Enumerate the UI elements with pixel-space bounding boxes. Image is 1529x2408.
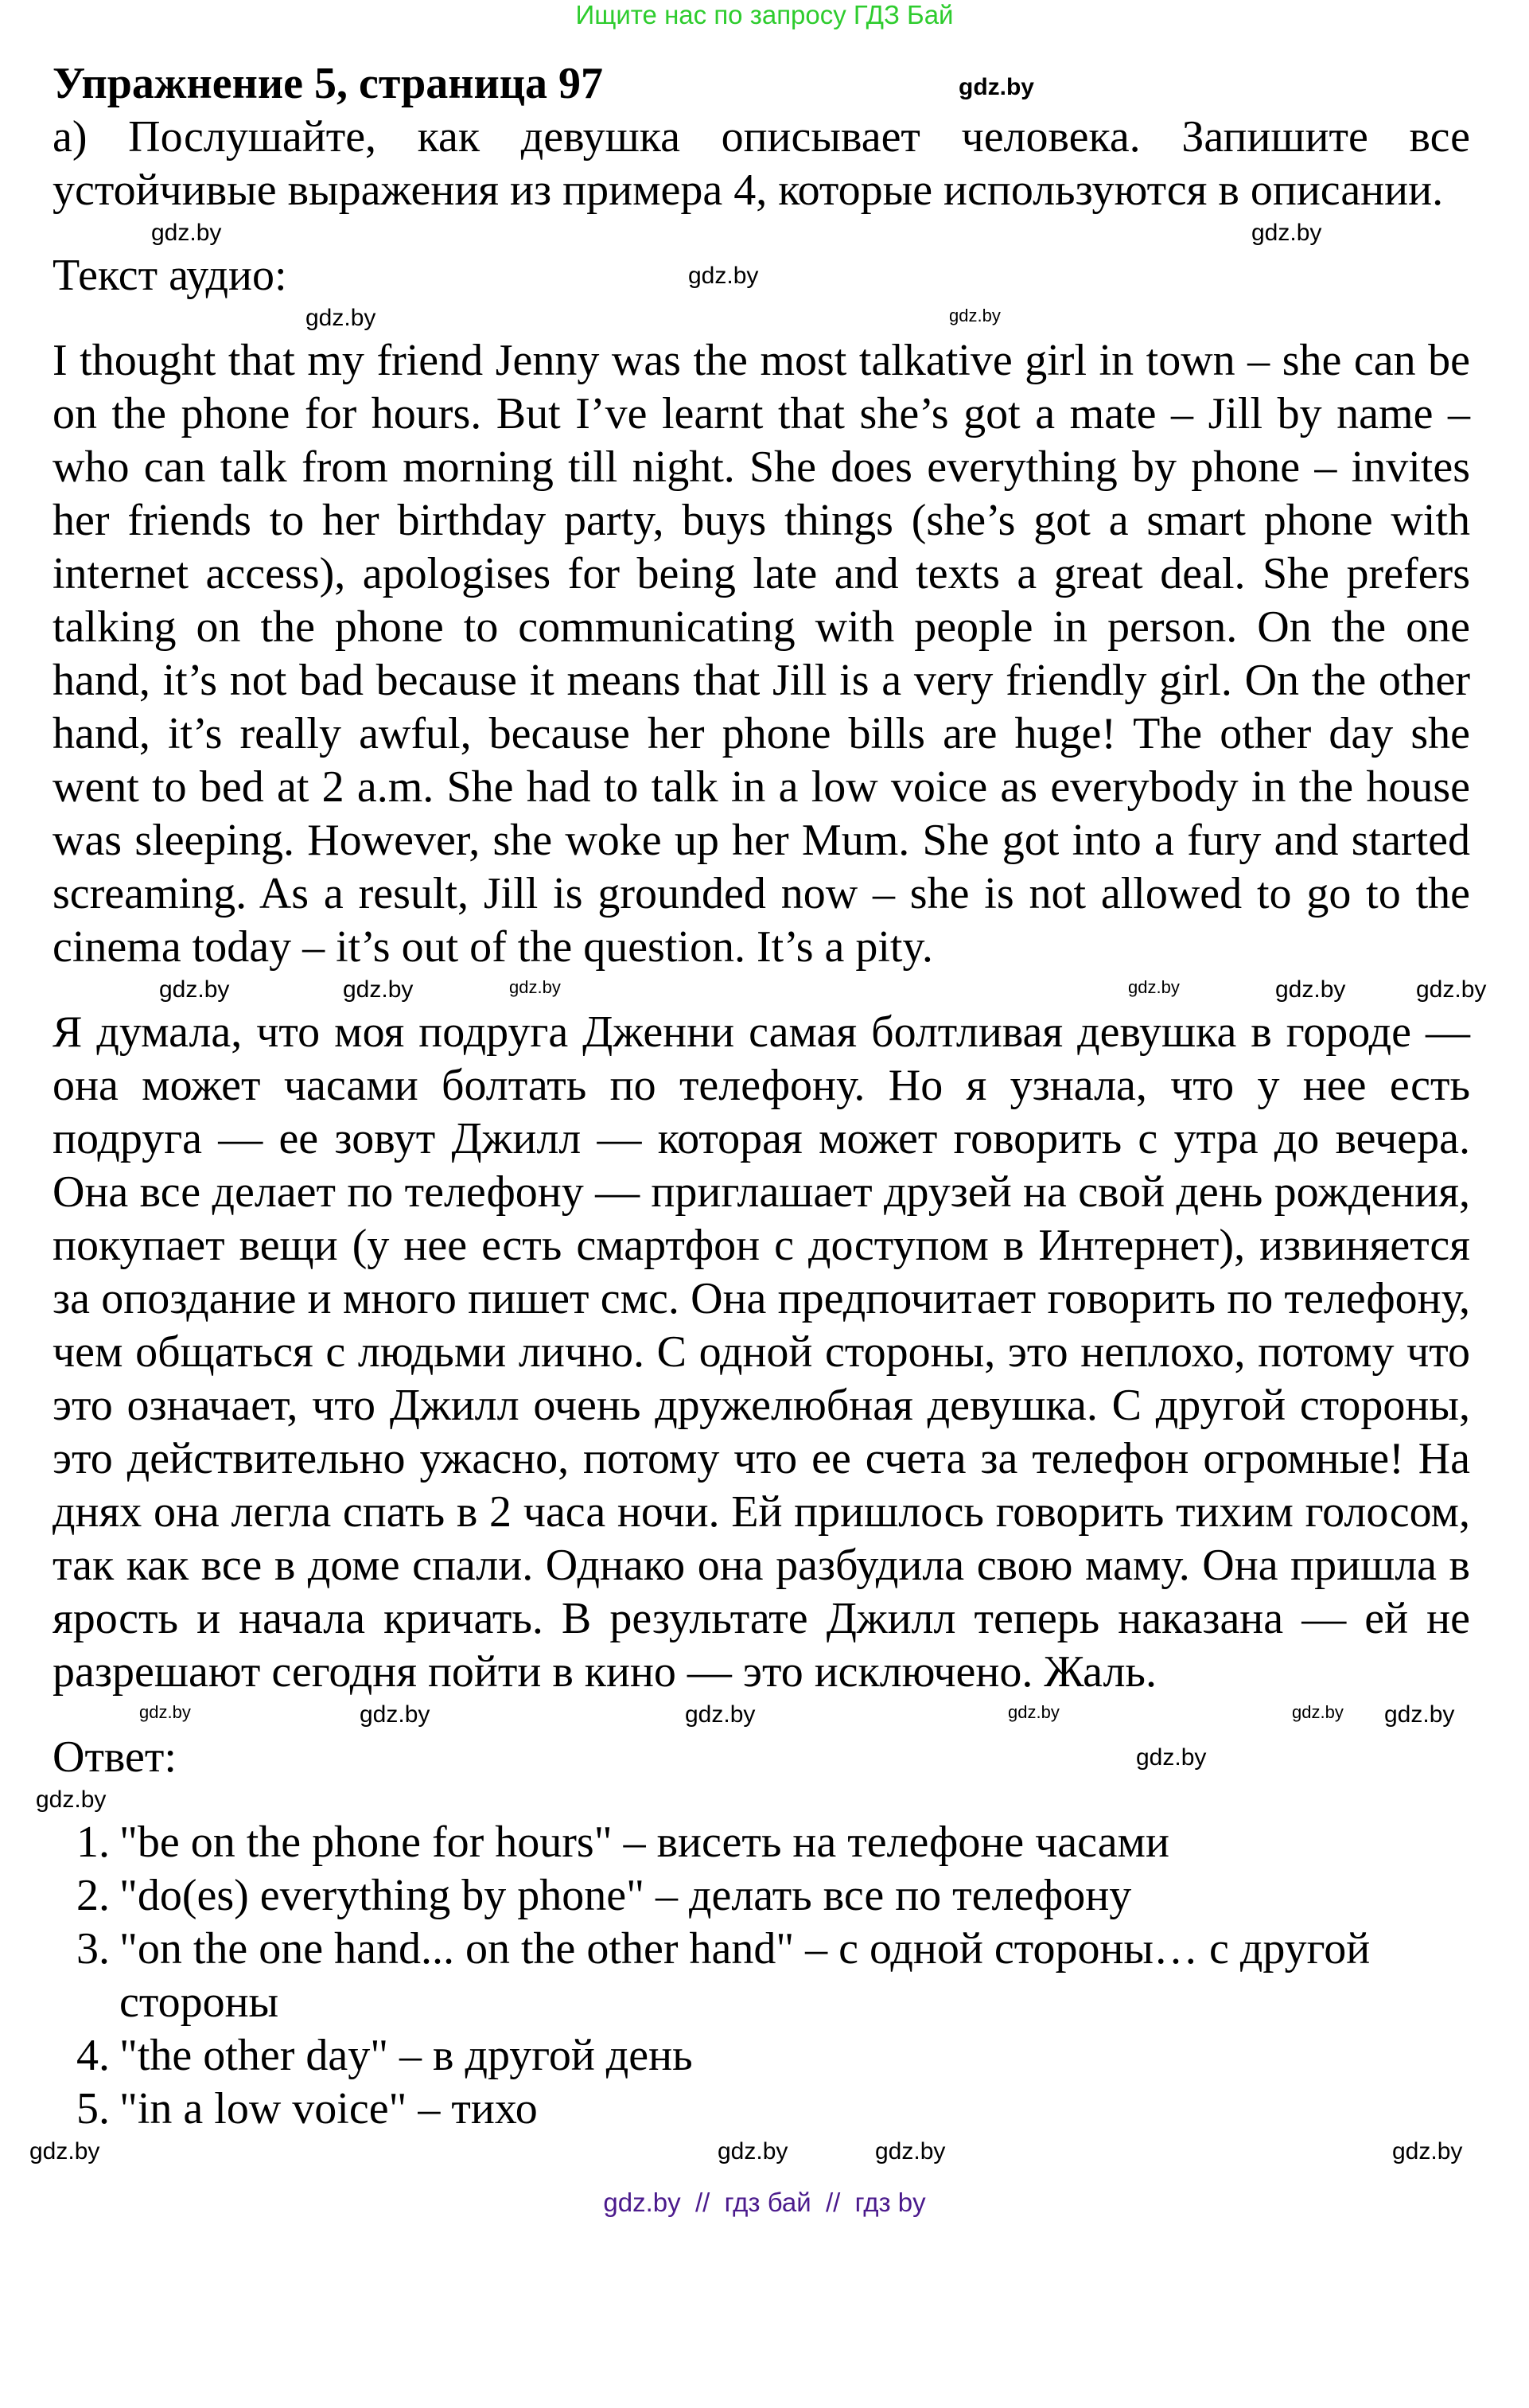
answer-list: [53, 1816, 1470, 2136]
item-text: "the other day" – в другой день: [119, 2031, 693, 2080]
watermark: gdz.by: [1275, 976, 1346, 1003]
watermark: gdz.by: [688, 263, 759, 289]
watermark: gdz.by: [159, 976, 230, 1003]
watermark: gdz.by: [1136, 1744, 1207, 1771]
watermark: gdz.by: [139, 1702, 191, 1722]
list-item: [53, 2083, 1470, 2136]
watermark: gdz.by: [949, 306, 1001, 325]
page-title: Упражнение 5, страница 97: [53, 59, 604, 108]
watermark: gdz.by: [718, 2138, 788, 2164]
list-item: [53, 1869, 1470, 1923]
watermark: gdz.by: [1008, 1702, 1060, 1722]
watermark-row: [0, 1699, 1529, 1731]
russian-text: Я думала, что моя подруга Дженни самая болтливая девушка в городе — она может часами болтать по телефону. Но я узнала, что у нее есть подруга — ее зовут Джилл — которая может говорить с утра до вечера. Она все делает по телефону — приглашает друзей на свой день рождения, покупает вещи (у нее есть смартфон с доступом в Интернет), извиняется за опоздание и много пишет смс. Она предпочитает говорить по телефону, чем общаться с людьми лично. С одной стороны, это неплохо, потому что это означает, что Джилл очень дружелюбная девушка. С другой стороны, это действительно ужасно, потому что ее счета за телефон огромные! На днях она легла спать в 2 часа ночи. Ей пришлось говорить тихим голосом, так как все в доме спали. Однако она разбудила свою маму. Она пришла в ярость и начала кричать. В результате Джилл теперь наказана — ей не разрешают сегодня пойти в кино — это исключено. Жаль.: [53, 1007, 1470, 1697]
watermark-row: [0, 302, 1529, 334]
search-banner: Ищите нас по запросу ГДЗ Бай: [575, 0, 954, 29]
list-item: [53, 2029, 1470, 2083]
answer-label: Ответ:: [53, 1732, 177, 1782]
watermark: gdz.by: [509, 977, 561, 997]
watermark: gdz.by: [29, 2138, 100, 2164]
item-number: 3.: [76, 1924, 110, 1974]
list-item: [53, 1816, 1470, 1869]
watermark: gdz.by: [1128, 977, 1180, 997]
watermark: gdz.by: [305, 305, 376, 331]
audio-label-row: [53, 249, 1470, 302]
answer-label-row: [53, 1731, 1470, 1784]
watermark: gdz.by: [959, 74, 1034, 100]
watermark-row: [0, 2136, 1529, 2168]
watermark: gdz.by: [1416, 976, 1487, 1003]
watermark: gdz.by: [343, 976, 414, 1003]
task-text: а) Послушайте, как девушка описывает человека. Запишите все устойчивые выражения из примера 4, которые используются в описании.: [53, 112, 1470, 215]
watermark: gdz.by: [1292, 1702, 1344, 1722]
watermark: gdz.by: [151, 220, 222, 246]
watermark: gdz.by: [1384, 1701, 1455, 1728]
watermark: gdz.by: [36, 1787, 107, 1813]
footer-links[interactable]: gdz.by // гдз бай // гдз by: [603, 2188, 926, 2217]
watermark: gdz.by: [1251, 220, 1322, 246]
watermark-row: [0, 1784, 1529, 1816]
item-number: 2.: [76, 1871, 110, 1920]
watermark: gdz.by: [685, 1701, 756, 1728]
item-number: 4.: [76, 2031, 110, 2080]
item-text: "in a low voice" – тихо: [119, 2084, 538, 2133]
watermark: gdz.by: [360, 1701, 430, 1728]
watermark-row: [0, 217, 1529, 249]
item-number: 1.: [76, 1818, 110, 1867]
watermark: gdz.by: [1392, 2138, 1463, 2164]
item-text: "be on the phone for hours" – висеть на телефоне часами: [119, 1818, 1169, 1867]
watermark: gdz.by: [875, 2138, 946, 2164]
item-text: "do(es) everything by phone" – делать все по телефону: [119, 1871, 1132, 1920]
page-title-row: [53, 57, 1470, 111]
audio-label: Текст аудио:: [53, 251, 287, 300]
list-item: [53, 1923, 1470, 2029]
item-number: 5.: [76, 2084, 110, 2133]
item-text: "on the one hand... on the other hand" – с одной стороны… с другой стороны: [119, 1924, 1371, 2027]
watermark-row: [0, 974, 1529, 1006]
english-text: I thought that my friend Jenny was the most talkative girl in town – she can be on the phone for hours. But I’ve learnt that she’s got a mate – Jill by name – who can talk from morning till night. She does everything by phone – invites her friends to her birthday party, buys things (she’s got a smart phone with internet access), apologises for being late and texts a great deal. She prefers talking on the phone to communicating with people in person. On the one hand, it’s not bad because it means that Jill is a very friendly girl. On the other hand, it’s really awful, because her phone bills are huge! The other day she went to bed at 2 a.m. She had to talk in a low voice as everybody in the house was sleeping. However, she woke up her Mum. She got into a fury and started screaming. As a result, Jill is grounded now – she is not allowed to go to the cinema today – it’s out of the question. It’s a pity.: [53, 336, 1470, 972]
